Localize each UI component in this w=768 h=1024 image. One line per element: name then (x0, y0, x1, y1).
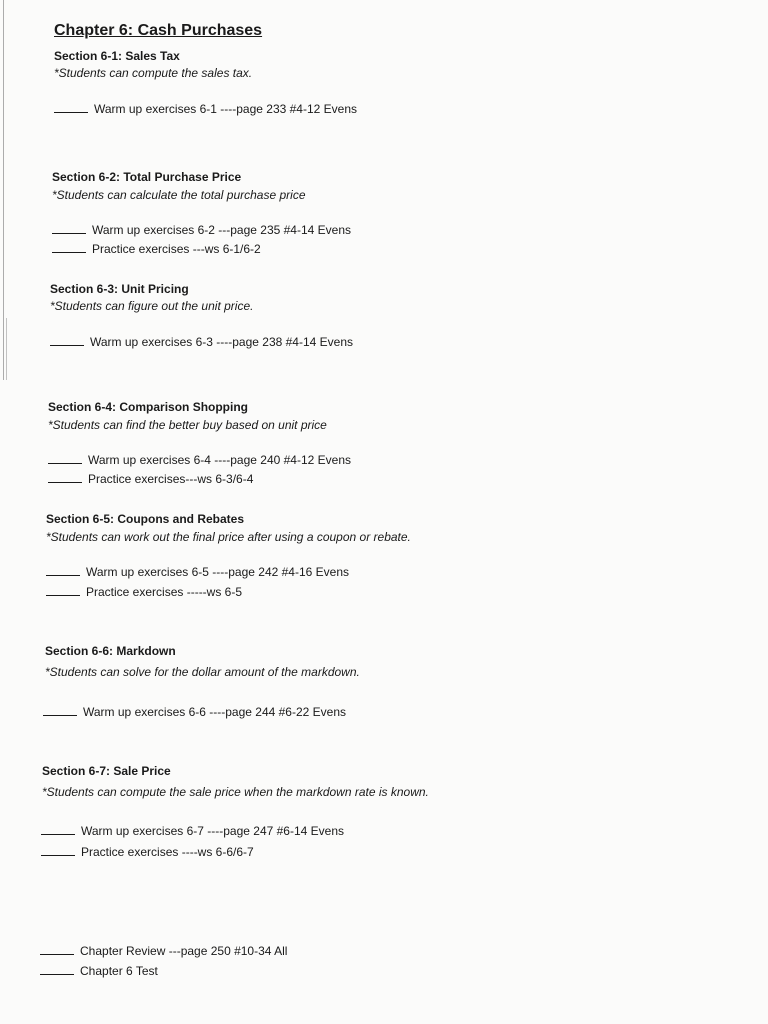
task-label: Practice exercises---ws 6-3/6-4 (88, 472, 254, 486)
task-item (40, 964, 158, 978)
task-label: Warm up exercises 6-2 ---page 235 #4-14 Evens (92, 223, 352, 237)
task-item (41, 845, 254, 859)
task-item (48, 472, 253, 486)
section-objective: *Students can compute the sale price when the markdown rate is known. (42, 785, 429, 799)
checkbox-blank[interactable] (43, 705, 77, 716)
checkbox-blank[interactable] (52, 242, 86, 253)
task-label: Warm up exercises 6-3 ----page 238 #4-14 Evens (90, 335, 354, 349)
checkbox-blank[interactable] (48, 453, 82, 464)
section-heading: Section 6-2: Total Purchase Price (52, 170, 242, 184)
section-objective: *Students can compute the sales tax. (54, 66, 253, 80)
section-heading: Section 6-7: Sale Price (42, 764, 171, 778)
checkbox-blank[interactable] (46, 585, 80, 596)
checkbox-blank[interactable] (40, 944, 74, 955)
task-label: Practice exercises -----ws 6-5 (86, 585, 243, 599)
section-heading: Section 6-5: Coupons and Rebates (46, 512, 245, 526)
checkbox-blank[interactable] (41, 845, 75, 856)
task-label: Practice exercises ----ws 6-6/6-7 (81, 845, 254, 859)
section-heading: Section 6-4: Comparison Shopping (48, 400, 249, 414)
section-objective: *Students can calculate the total purchase price (52, 188, 306, 202)
checkbox-blank[interactable] (54, 102, 88, 113)
task-item (48, 453, 351, 467)
section-heading: Section 6-3: Unit Pricing (50, 282, 189, 296)
task-label: Warm up exercises 6-5 ----page 242 #4-16 Evens (86, 565, 350, 579)
section-objective: *Students can figure out the unit price. (50, 299, 254, 313)
task-label: Practice exercises ---ws 6-1/6-2 (92, 242, 261, 256)
chapter-title: Chapter 6: Cash Purchases (54, 22, 263, 39)
task-label: Warm up exercises 6-7 ----page 247 #6-14 Evens (81, 824, 345, 838)
task-item (52, 242, 261, 256)
section-objective: *Students can solve for the dollar amount of the markdown. (45, 665, 360, 679)
checkbox-blank[interactable] (48, 472, 82, 483)
checkbox-blank[interactable] (52, 223, 86, 234)
task-label: Warm up exercises 6-1 ----page 233 #4-12 Evens (94, 102, 358, 116)
task-item (46, 565, 349, 579)
task-item (52, 223, 351, 237)
task-label: Chapter 6 Test (80, 964, 158, 978)
section-heading: Section 6-1: Sales Tax (54, 49, 180, 63)
checkbox-blank[interactable] (46, 565, 80, 576)
task-item (50, 335, 353, 349)
section-objective: *Students can find the better buy based on unit price (48, 418, 327, 432)
section-heading: Section 6-6: Markdown (45, 644, 176, 658)
task-item (54, 102, 357, 116)
scan-margin-line (6, 318, 7, 380)
task-label: Warm up exercises 6-4 ----page 240 #4-12 Evens (88, 453, 352, 467)
task-label: Chapter Review ---page 250 #10-34 All (80, 944, 288, 958)
checkbox-blank[interactable] (41, 824, 75, 835)
task-item (40, 944, 287, 958)
checkbox-blank[interactable] (40, 964, 74, 975)
task-item (46, 585, 242, 599)
task-item (41, 824, 344, 838)
task-item (43, 705, 346, 719)
scan-margin-line (3, 0, 4, 380)
task-label: Warm up exercises 6-6 ----page 244 #6-22 Evens (83, 705, 347, 719)
checkbox-blank[interactable] (50, 335, 84, 346)
section-objective: *Students can work out the final price after using a coupon or rebate. (46, 530, 411, 544)
